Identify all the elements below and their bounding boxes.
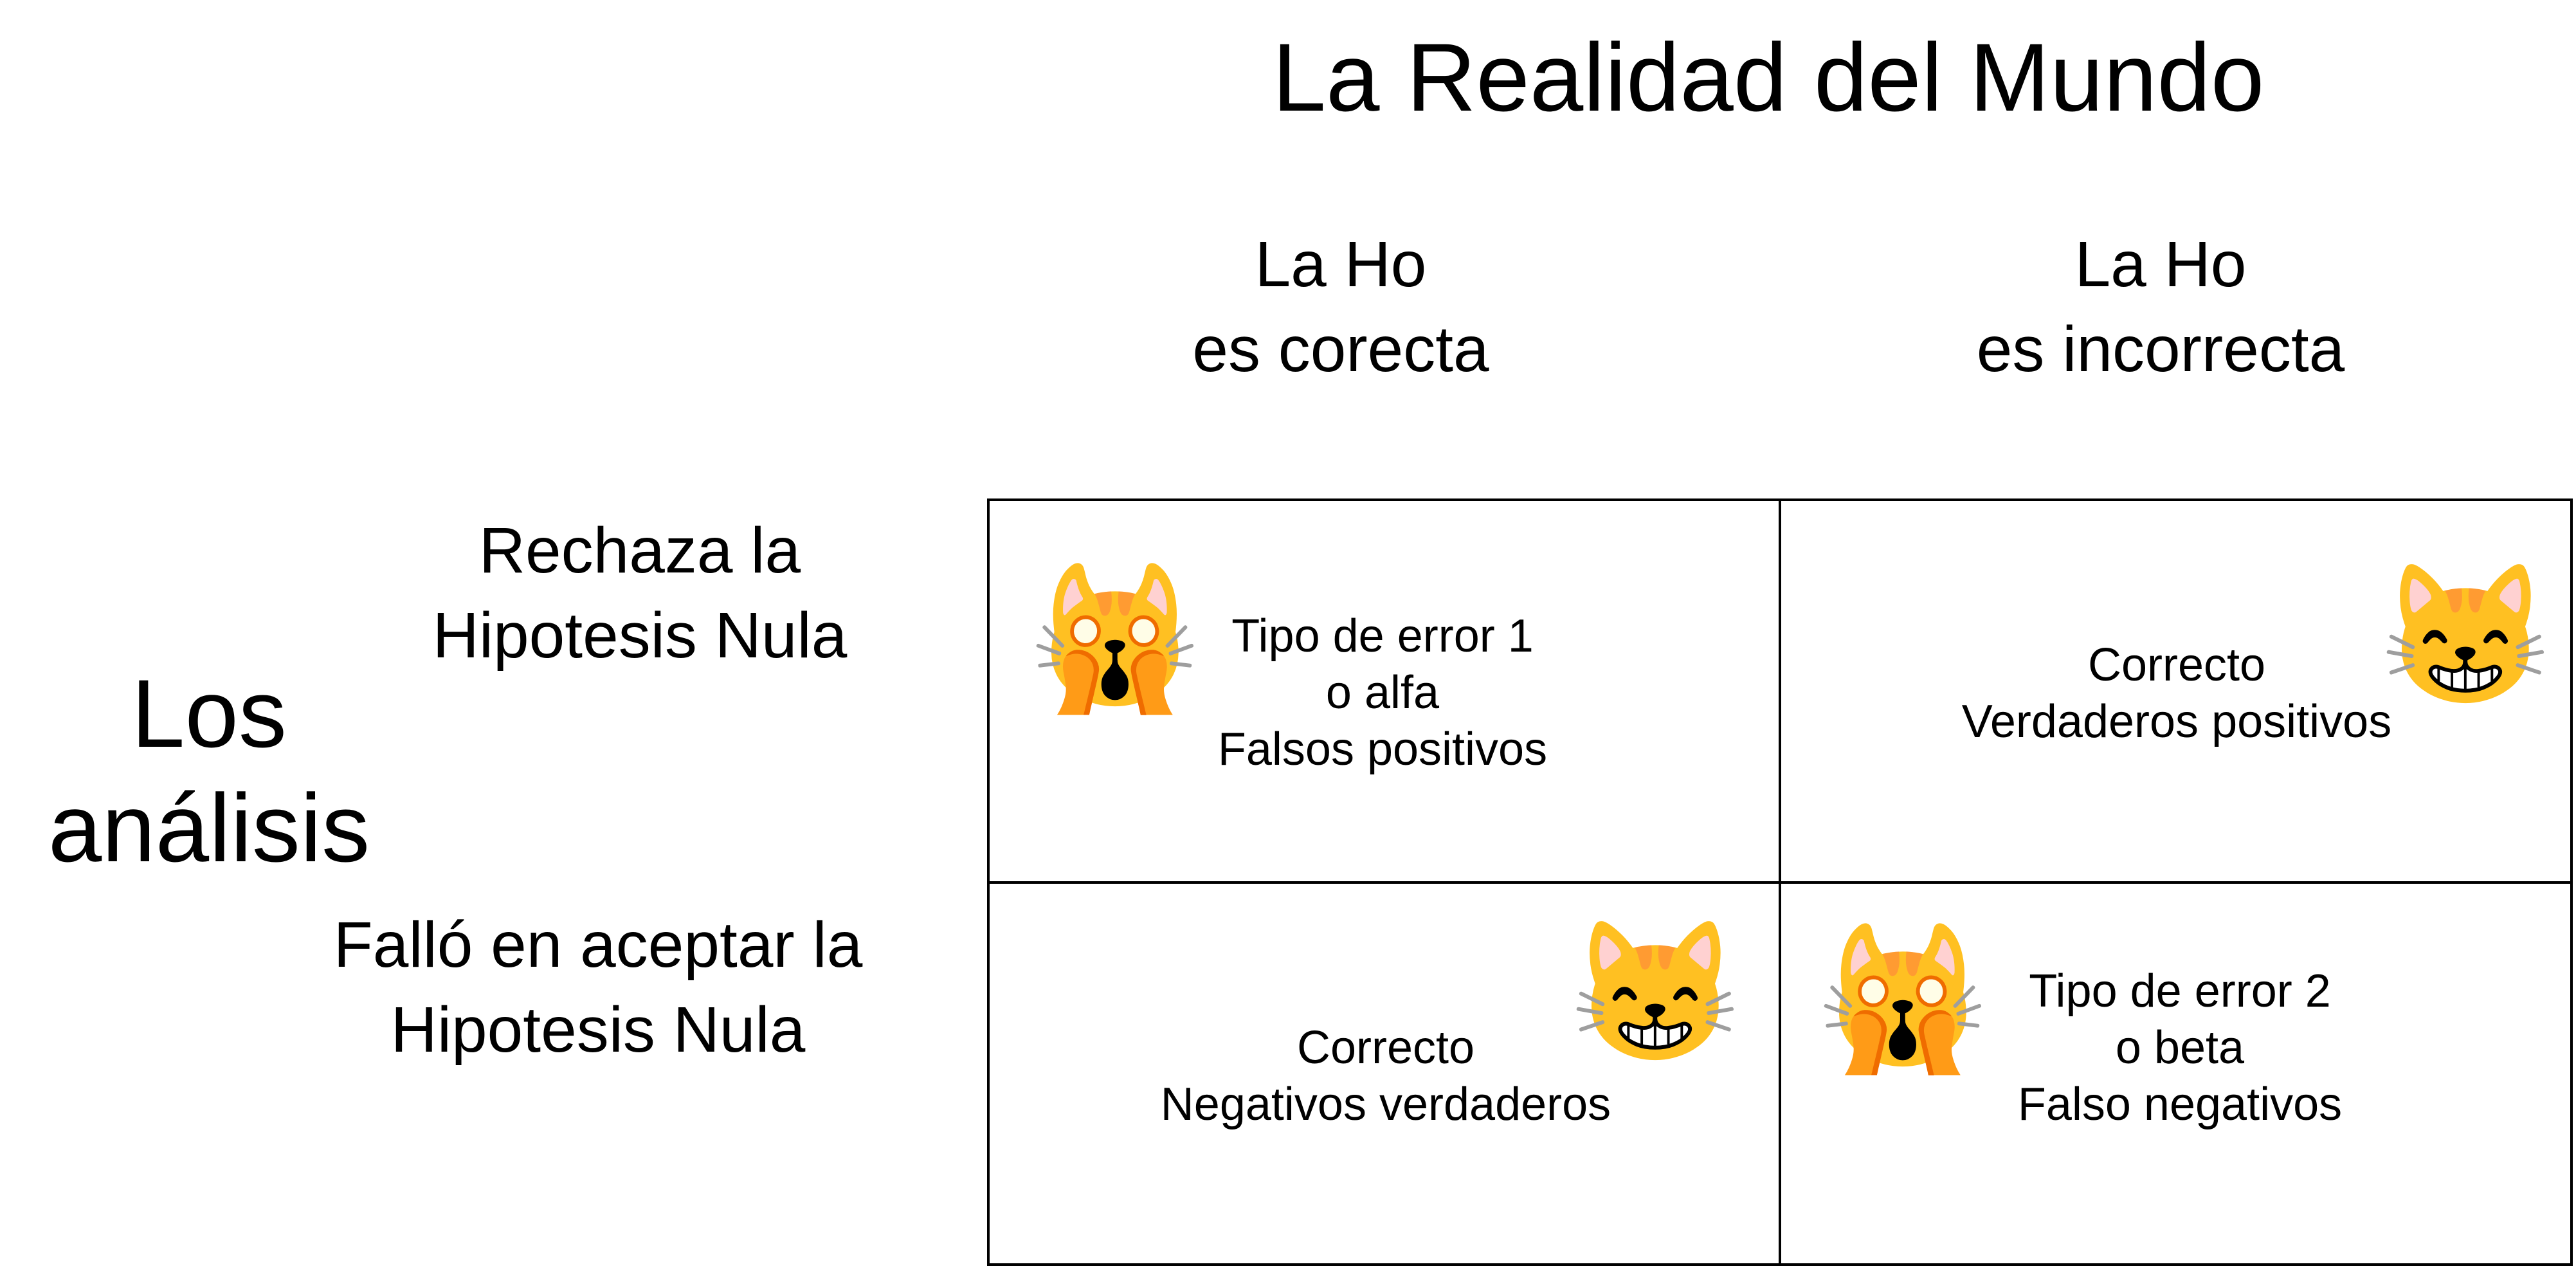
column-header-line: La Ho bbox=[1255, 228, 1427, 300]
cell-text-line: Tipo de error 2 bbox=[2029, 965, 2331, 1017]
row-header-line: Rechaza la bbox=[478, 515, 801, 587]
cell-text-line: Negativos verdaderos bbox=[1160, 1079, 1611, 1130]
cell-text-line: Tipo de error 1 bbox=[1231, 610, 1534, 662]
scared-cat-icon: 🙀 bbox=[1817, 921, 1989, 1076]
cell-text-line: Falso negativos bbox=[2017, 1079, 2343, 1130]
cell-text-line: Falsos positivos bbox=[1217, 724, 1548, 775]
column-header-line: es corecta bbox=[1192, 313, 1489, 385]
row-header-reject bbox=[360, 508, 920, 678]
row-header-line: Falló en aceptar la bbox=[333, 909, 863, 981]
row-header-fail-to-reject bbox=[270, 902, 926, 1072]
cell-text-line: Correcto bbox=[2087, 639, 2266, 691]
row-group-label-line: análisis bbox=[48, 774, 370, 882]
matrix-horizontal-divider bbox=[987, 881, 2573, 884]
column-header-line: es incorrecta bbox=[1976, 313, 2345, 385]
row-group-label-line: Los bbox=[131, 659, 287, 767]
cell-true-positives bbox=[1903, 637, 2450, 750]
scared-cat-icon: 🙀 bbox=[1029, 561, 1201, 716]
row-header-line: Hipotesis Nula bbox=[390, 994, 806, 1066]
cell-type-1-error bbox=[1157, 608, 1608, 778]
column-header-ho-correct bbox=[1042, 222, 1640, 392]
grinning-cat-icon: 😸 bbox=[2379, 558, 2552, 713]
cell-text-line: o beta bbox=[2115, 1022, 2245, 1074]
row-header-line: Hipotesis Nula bbox=[432, 599, 848, 672]
cell-type-2-error bbox=[1955, 963, 2405, 1133]
cell-text-line: o alfa bbox=[1325, 667, 1440, 718]
grinning-cat-icon: 😸 bbox=[1569, 915, 1741, 1070]
row-group-label bbox=[13, 656, 405, 885]
diagram-title: La Realidad del Mundo bbox=[1272, 23, 2265, 131]
cell-text-line: Correcto bbox=[1296, 1022, 1475, 1074]
column-header-line: La Ho bbox=[2074, 228, 2247, 300]
cell-text-line: Verdaderos positivos bbox=[1961, 696, 2392, 747]
column-header-ho-incorrect bbox=[1839, 222, 2482, 392]
